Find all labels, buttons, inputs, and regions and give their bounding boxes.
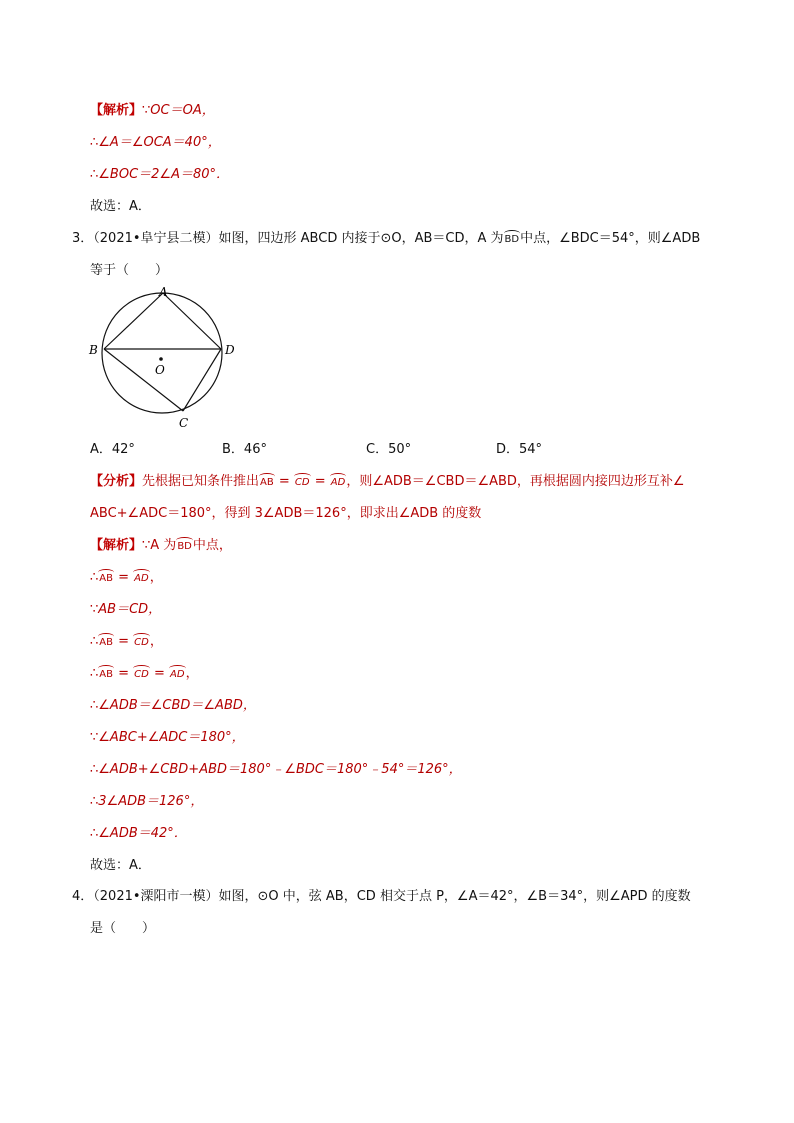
label-c: C bbox=[179, 416, 189, 430]
label-o: O bbox=[155, 363, 165, 377]
solution-line: ∴AB = AD， bbox=[90, 570, 163, 585]
solution-line: ∴AB = CD = AD， bbox=[90, 666, 199, 681]
solution-line: ∴AB = CD， bbox=[90, 634, 163, 649]
solution-line: ∴∠ADB＝42°． bbox=[90, 826, 187, 841]
label-d: D bbox=[225, 343, 235, 357]
solution-line: ∵∠ABC+∠ADC＝180°， bbox=[90, 730, 245, 745]
segment-bc bbox=[104, 349, 183, 411]
solution-tag: 【解析】 bbox=[90, 538, 143, 553]
analysis-line-2: ABC+∠ADC＝180°，得到 3∠ADB＝126°，即求出∠ADB 的度数 bbox=[90, 506, 482, 521]
segment-ab bbox=[104, 293, 163, 349]
solution-line: ∴∠BOC＝2∠A＝80°． bbox=[90, 167, 230, 182]
solution-line: 【解析】∵OC＝OA， bbox=[90, 103, 215, 118]
option-b: B．46° bbox=[222, 442, 267, 457]
solution-line: ∴∠ADB＝∠CBD＝∠ABD， bbox=[90, 698, 256, 713]
question-4-text-cont: 是（ ） bbox=[90, 921, 156, 936]
solution-line: ∴∠ADB+∠CBD+ABD＝180°﹣∠BDC＝180°﹣54°＝126°， bbox=[90, 762, 462, 777]
option-a: A．42° bbox=[90, 442, 135, 457]
option-c: C．50° bbox=[366, 442, 412, 457]
solution-line: ∴3∠ADB＝126°， bbox=[90, 794, 204, 809]
question-4-text: 4．（2021•溧阳市一模）如图，⊙O 中，弦 AB，CD 相交于点 P，∠A＝42°，∠B＝34°，则∠APD 的度数 bbox=[72, 889, 691, 904]
solution-line: 【解析】∵A 为BD中点， bbox=[90, 538, 232, 553]
label-a: A bbox=[159, 285, 168, 299]
question-3-text-cont: 等于（ ） bbox=[90, 263, 169, 278]
analysis-line-1: 【分析】先根据已知条件推出AB = CD = AD，则∠ADB＝∠CBD＝∠ABD，再根据圆内接四边形互补∠ bbox=[90, 474, 685, 489]
question-3-text: 3．（2021•阜宁县二模）如图，四边形 ABCD 内接于⊙O，AB＝CD，A 为BD中点，∠BDC＝54°，则∠ADB bbox=[72, 231, 701, 246]
solution-line: ∴∠A＝∠OCA＝40°， bbox=[90, 135, 221, 150]
center-dot bbox=[159, 357, 163, 361]
option-d: D．54° bbox=[496, 442, 543, 457]
answer-line: 故选：A． bbox=[90, 199, 151, 214]
label-b: B bbox=[89, 343, 98, 357]
answer-line: 故选：A． bbox=[90, 858, 151, 873]
solution-line: ∵AB＝CD， bbox=[90, 602, 162, 617]
solution-tag: 【解析】 bbox=[90, 103, 143, 118]
circle-quadrilateral-figure bbox=[84, 280, 244, 432]
analysis-tag: 【分析】 bbox=[90, 474, 143, 489]
